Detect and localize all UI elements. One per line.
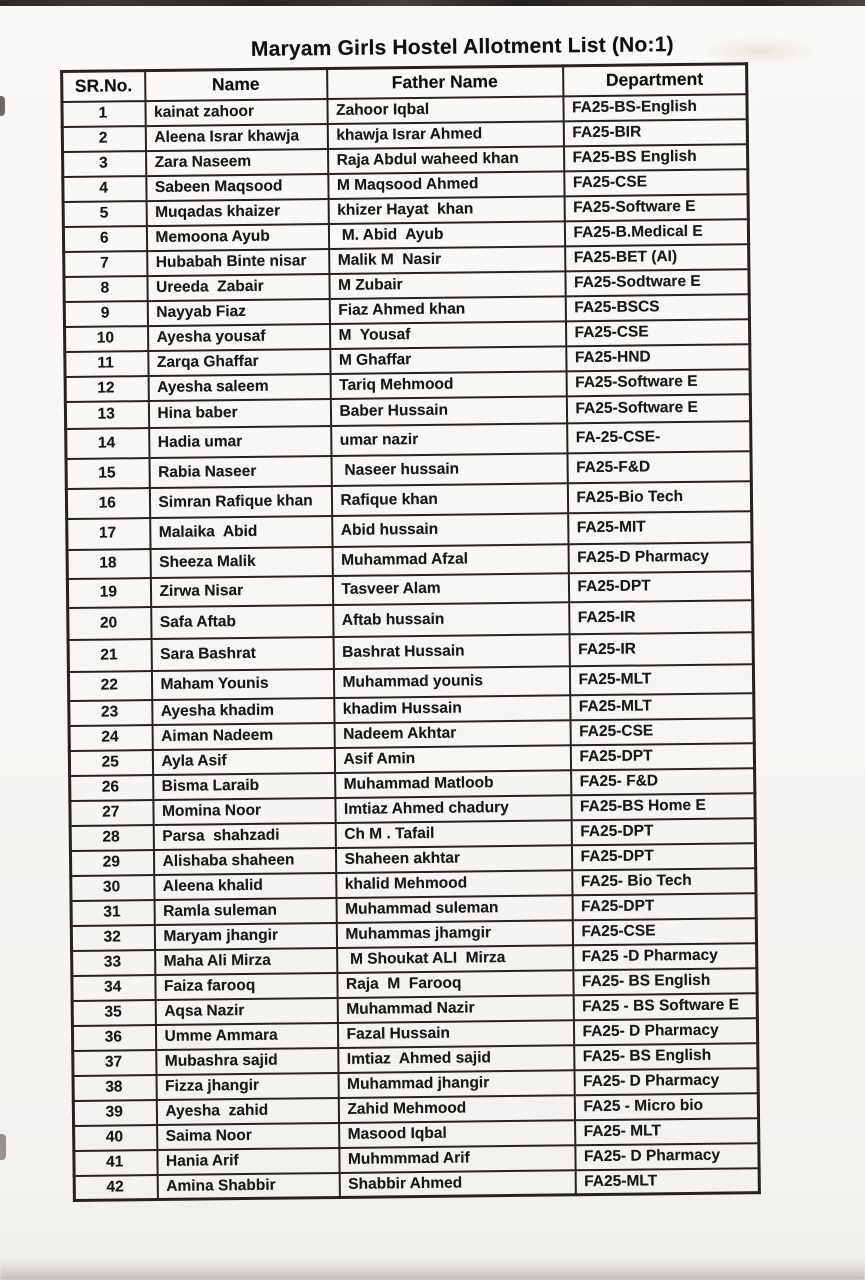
cell-name: Amina Shabbir <box>157 1172 339 1199</box>
cell-father-name: Raja M Farooq <box>337 970 573 998</box>
cell-department: FA25- Bio Tech <box>572 868 756 895</box>
cell-father-name: Aftab hussain <box>333 602 569 637</box>
cell-department: FA25-Software E <box>566 369 750 396</box>
cell-father-name: Muhammad younis <box>333 666 569 698</box>
cell-father-name: Ch M . Tafail <box>335 820 571 848</box>
cell-father-name: khizer Hayat khan <box>328 196 564 224</box>
cell-srno: 40 <box>74 1125 157 1151</box>
cell-father-name: Rafique khan <box>331 483 567 516</box>
cell-name: Muqadas khaizer <box>146 199 328 226</box>
cell-srno: 7 <box>64 251 147 277</box>
cell-name: Zirwa Nisar <box>150 575 332 606</box>
cell-department: FA25-DPT <box>571 818 755 845</box>
cell-srno: 12 <box>65 376 148 402</box>
title-row <box>90 31 835 63</box>
cell-department: FA25-CSE <box>564 169 748 196</box>
cell-name: Memoona Ayub <box>146 224 328 251</box>
cell-department: FA25-HND <box>566 344 750 371</box>
cell-srno: 31 <box>71 900 154 926</box>
cell-department: FA25- D Pharmacy <box>575 1143 759 1170</box>
cell-srno: 22 <box>68 671 151 701</box>
cell-srno: 2 <box>62 126 145 152</box>
cell-department: FA25-CSE <box>572 918 756 945</box>
cell-father-name: M Ghaffar <box>330 346 566 374</box>
cell-srno: 29 <box>70 850 153 876</box>
cell-name: Ayesha yousaf <box>148 324 330 351</box>
header-srno: SR.No. <box>62 71 145 102</box>
scan-edge-bottom <box>0 1258 865 1280</box>
cell-department: FA25- D Pharmacy <box>574 1068 758 1095</box>
cell-father-name: Shaheen akhtar <box>335 845 571 873</box>
cell-name: Sheeza Malik <box>150 547 332 578</box>
cell-department: FA25- BS English <box>573 968 757 995</box>
cell-name: Ayesha saleem <box>148 374 330 401</box>
cell-father-name: Muhammad Afzal <box>332 544 568 576</box>
cell-department: FA25 - Micro bio <box>574 1093 758 1120</box>
cell-department: FA-25-CSE- <box>567 421 751 453</box>
cell-name: Aiman Nadeem <box>152 722 334 749</box>
cell-father-name: M Maqsood Ahmed <box>328 171 564 199</box>
cell-name: Maryam jhangir <box>154 922 336 949</box>
header-department: Department <box>563 64 747 96</box>
cell-department: FA25-BS-English <box>563 94 747 121</box>
cell-department: FA25- MLT <box>575 1118 759 1145</box>
cell-department: FA25-DPT <box>568 571 752 602</box>
cell-father-name: M Zubair <box>329 271 565 299</box>
cell-father-name: Abid hussain <box>332 513 568 547</box>
cell-srno: 42 <box>74 1175 157 1201</box>
cell-srno: 16 <box>66 488 149 519</box>
cell-father-name: Tasveer Alam <box>332 573 568 605</box>
cell-father-name: Muhammad Matloob <box>335 770 571 798</box>
cell-father-name: Baber Hussain <box>330 396 566 426</box>
cell-department: FA25-MLT <box>575 1168 759 1195</box>
cell-father-name: Zahoor Iqbal <box>327 96 563 124</box>
cell-name: Saima Noor <box>157 1122 339 1149</box>
cell-father-name: Malik M Nasir <box>329 246 565 274</box>
cell-srno: 17 <box>67 518 150 550</box>
cell-srno: 34 <box>72 975 155 1001</box>
cell-father-name: Masood Iqbal <box>339 1120 575 1148</box>
cell-name: Aqsa Nazir <box>155 997 337 1024</box>
cell-father-name: Raja Abdul waheed khan <box>328 146 564 174</box>
cell-name: Safa Aftab <box>151 604 333 638</box>
cell-srno: 20 <box>68 607 151 640</box>
cell-department: FA25-Sodtware E <box>565 269 749 296</box>
cell-srno: 23 <box>69 700 152 726</box>
cell-srno: 28 <box>70 825 153 851</box>
cell-name: Ramla suleman <box>154 897 336 924</box>
cell-department: FA25- F&D <box>571 768 755 795</box>
cell-father-name: M Shoukat ALI Mirza <box>337 945 573 973</box>
cell-department: FA25-D Pharmacy <box>568 542 752 573</box>
cell-name: Fizza jhangir <box>156 1072 338 1099</box>
cell-father-name: umar nazir <box>331 423 567 456</box>
cell-department: FA25-BSCS <box>565 294 749 321</box>
cell-father-name: Imtiaz Ahmed sajid <box>338 1045 574 1073</box>
cell-srno: 33 <box>72 950 155 976</box>
cell-name: Nayyab Fiaz <box>147 299 329 326</box>
cell-father-name: Fazal Hussain <box>337 1020 573 1048</box>
cell-department: FA25 -D Pharmacy <box>573 943 757 970</box>
cell-name: Sara Bashrat <box>151 636 333 670</box>
cell-srno: 11 <box>65 351 148 377</box>
cell-department: FA25-IR <box>569 632 753 666</box>
allotment-table <box>60 62 761 1202</box>
cell-srno: 8 <box>64 276 147 302</box>
cell-department: FA25- D Pharmacy <box>573 1018 757 1045</box>
cell-father-name: Shabbir Ahmed <box>339 1170 575 1198</box>
cell-father-name: khawja Israr Ahmed <box>327 121 563 149</box>
cell-srno: 41 <box>74 1150 157 1176</box>
cell-father-name: Bashrat Hussain <box>333 634 569 669</box>
cell-srno: 18 <box>67 549 150 579</box>
cell-name: Ayesha khadim <box>152 697 334 724</box>
header-father-name: Father Name <box>327 66 563 99</box>
cell-srno: 24 <box>69 725 152 751</box>
cell-department: FA25- BS English <box>574 1043 758 1070</box>
cell-department: FA25-BS Home E <box>571 793 755 820</box>
cell-srno: 3 <box>63 151 146 177</box>
cell-name: Hina baber <box>148 399 330 428</box>
cell-name: Hadia umar <box>149 426 331 458</box>
cell-department: FA25 - BS Software E <box>573 993 757 1020</box>
cell-srno: 32 <box>71 925 154 951</box>
scan-edge-mark <box>0 1134 6 1160</box>
cell-srno: 14 <box>66 428 149 459</box>
cell-srno: 25 <box>69 750 152 776</box>
header-name: Name <box>145 69 327 101</box>
cell-name: Aleena Israr khawja <box>145 124 327 151</box>
cell-name: Momina Noor <box>153 797 335 824</box>
cell-name: Maha Ali Mirza <box>155 947 337 974</box>
cell-name: Maham Younis <box>151 668 333 699</box>
cell-srno: 36 <box>72 1025 155 1051</box>
cell-name: Ayla Asif <box>152 747 334 774</box>
cell-name: Aleena khalid <box>154 872 336 899</box>
cell-father-name: Muhmmmad Arif <box>339 1145 575 1173</box>
cell-father-name: Muhammad Nazir <box>337 995 573 1023</box>
cell-department: FA25-MLT <box>569 664 753 695</box>
cell-srno: 30 <box>71 875 154 901</box>
cell-department: FA25-DPT <box>570 743 754 770</box>
cell-name: Faiza farooq <box>155 972 337 999</box>
cell-srno: 39 <box>73 1100 156 1126</box>
cell-srno: 26 <box>70 775 153 801</box>
cell-srno: 1 <box>62 101 145 127</box>
cell-srno: 38 <box>73 1075 156 1101</box>
cell-srno: 5 <box>63 201 146 227</box>
cell-srno: 6 <box>63 226 146 252</box>
cell-father-name: Fiaz Ahmed khan <box>329 296 565 324</box>
cell-name: Zarqa Ghaffar <box>148 349 330 376</box>
cell-srno: 4 <box>63 176 146 202</box>
cell-department: FA25-IR <box>569 600 753 634</box>
cell-name: Parsa shahzadi <box>153 822 335 849</box>
cell-father-name: khadim Hussain <box>334 695 570 723</box>
cell-father-name: Asif Amin <box>334 745 570 773</box>
cell-srno: 9 <box>64 301 147 327</box>
cell-srno: 35 <box>72 1000 155 1026</box>
cell-department: FA25-DPT <box>571 843 755 870</box>
cell-father-name: Imtiaz Ahmed chadury <box>335 795 571 823</box>
cell-department: FA25-MLT <box>570 693 754 720</box>
cell-name: Hania Arif <box>157 1147 339 1174</box>
cell-father-name: Muhammad jhangir <box>338 1070 574 1098</box>
cell-srno: 27 <box>70 800 153 826</box>
cell-name: Zara Naseem <box>146 149 328 176</box>
cell-srno: 21 <box>68 639 151 672</box>
cell-name: Simran Rafique khan <box>149 486 331 518</box>
cell-srno: 37 <box>73 1050 156 1076</box>
cell-srno: 13 <box>65 401 148 429</box>
cell-name: Alishaba shaheen <box>153 847 335 874</box>
cell-department: FA25-DPT <box>572 893 756 920</box>
cell-department: FA25-BIR <box>563 119 747 146</box>
cell-department: FA25-BET (AI) <box>565 244 749 271</box>
cell-name: Malaika Abid <box>150 516 332 549</box>
cell-department: FA25-MIT <box>568 511 752 544</box>
cell-name: kainat zahoor <box>145 99 327 126</box>
cell-srno: 19 <box>67 578 150 608</box>
cell-department: FA25-CSE <box>565 319 749 346</box>
cell-name: Mubashra sajid <box>156 1047 338 1074</box>
cell-department: FA25-B.Medical E <box>564 219 748 246</box>
cell-name: Ayesha zahid <box>156 1097 338 1124</box>
cell-srno: 15 <box>66 458 149 489</box>
cell-father-name: khalid Mehmood <box>336 870 572 898</box>
cell-father-name: Muhammad suleman <box>336 895 572 923</box>
cell-name: Ureeda Zabair <box>147 274 329 301</box>
cell-name: Umme Ammara <box>155 1022 337 1049</box>
cell-father-name: Muhammas jhamgir <box>336 920 572 948</box>
cell-department: FA25-Software E <box>564 194 748 221</box>
cell-father-name: M Yousaf <box>329 321 565 349</box>
cell-father-name: Tariq Mehmood <box>330 371 566 399</box>
cell-father-name: Zahid Mehmood <box>338 1095 574 1123</box>
cell-department: FA25-Software E <box>566 394 750 423</box>
cell-name: Sabeen Maqsood <box>146 174 328 201</box>
allotment-table-body <box>62 94 759 1201</box>
cell-father-name: Naseer hussain <box>331 453 567 486</box>
cell-name: Bisma Laraib <box>153 772 335 799</box>
cell-father-name: Nadeem Akhtar <box>334 720 570 748</box>
cell-name: Hubabah Binte nisar <box>147 249 329 276</box>
cell-srno: 10 <box>65 326 148 352</box>
page-title: Maryam Girls Hostel Allotment List (No:1) <box>250 33 674 61</box>
cell-department: FA25-BS English <box>563 144 747 171</box>
cell-department: FA25-CSE <box>570 718 754 745</box>
cell-department: FA25-Bio Tech <box>567 481 751 513</box>
cell-name: Rabia Naseer <box>149 456 331 488</box>
cell-department: FA25-F&D <box>567 451 751 483</box>
cell-father-name: M. Abid Ayub <box>328 221 564 249</box>
